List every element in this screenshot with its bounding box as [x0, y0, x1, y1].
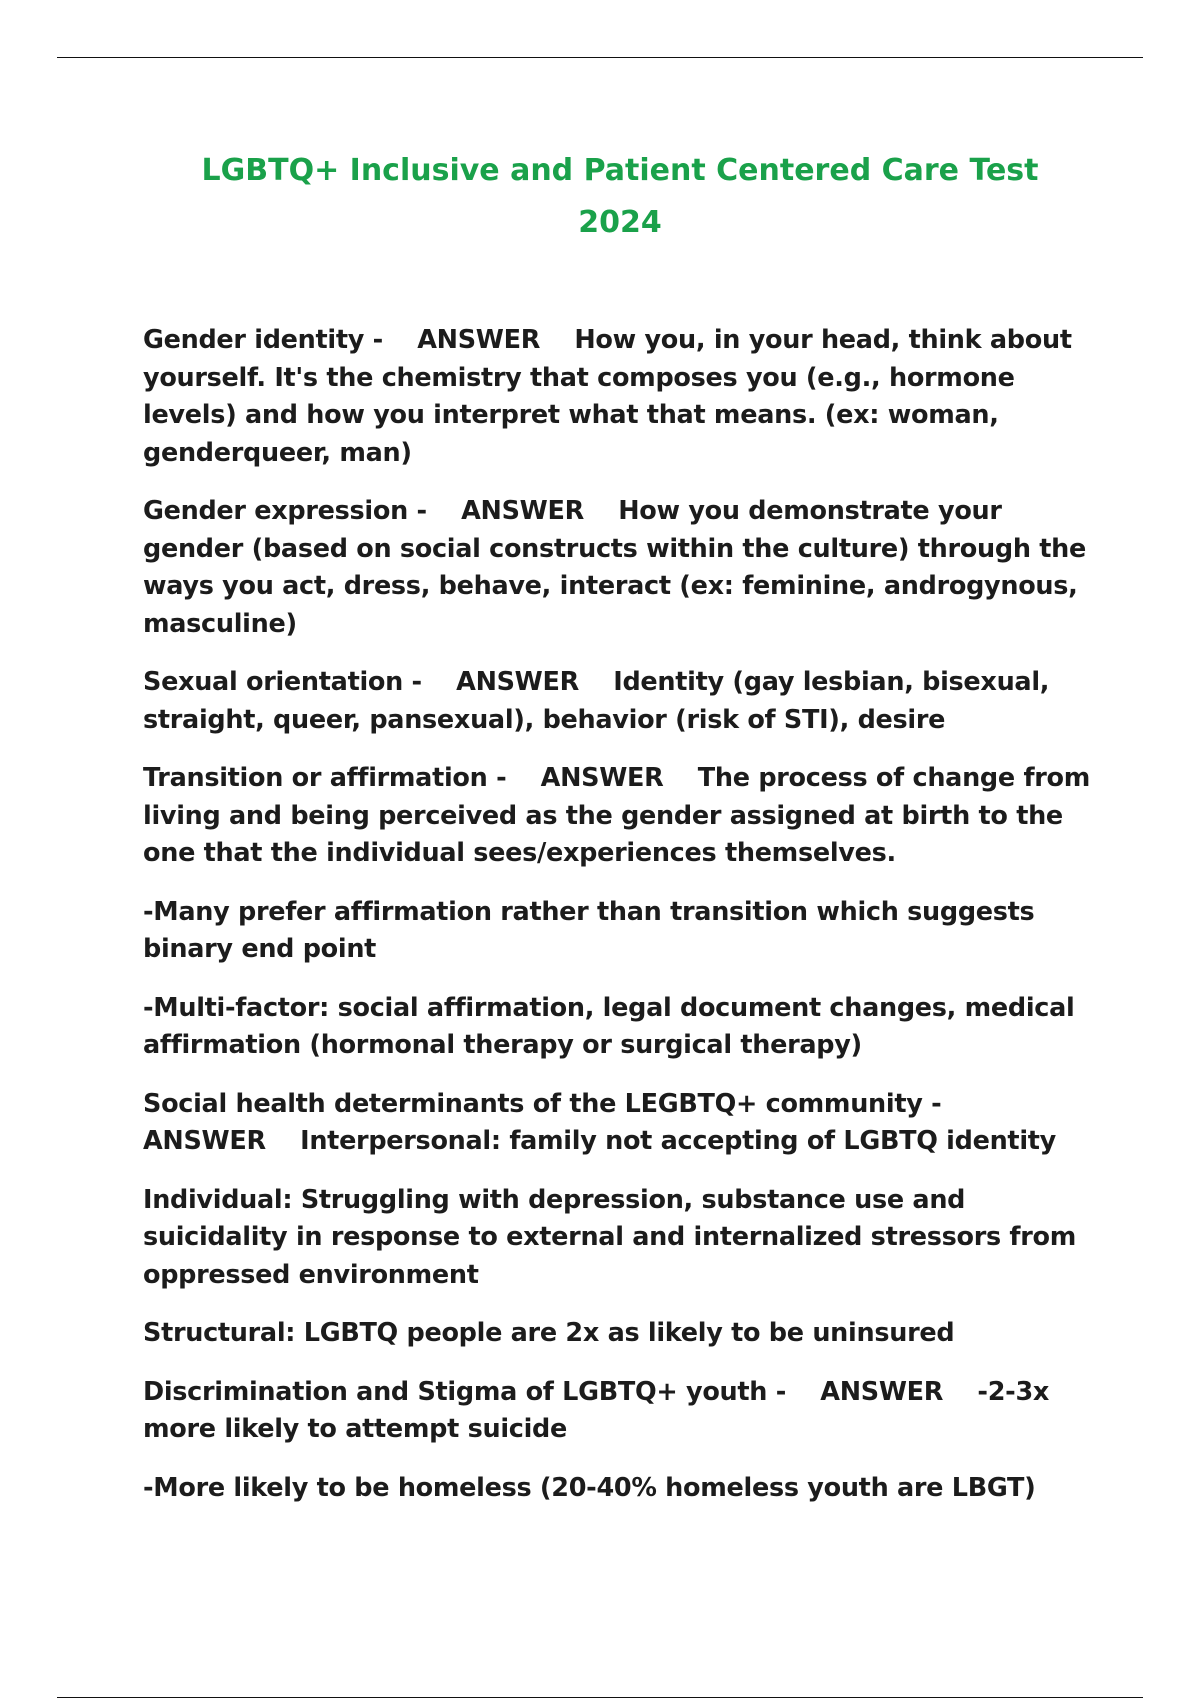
document-title: LGBTQ+ Inclusive and Patient Centered Care Test 2024 [201, 153, 1039, 240]
paragraph-multi-factor: -Multi-factor: social affirmation, legal document changes, medical affirmation (hormonal therapy or surgical therapy) [143, 992, 1084, 1060]
document-body [143, 322, 1099, 1528]
paragraph-discrimination-stigma: Discrimination and Stigma of LGBTQ+ youth - ANSWER -2-3x more likely to attempt suicide [143, 1376, 1058, 1444]
paragraph-social-determinants: Social health determinants of the LEGBTQ+ community - ANSWER Interpersonal: family not accepting of LGBTQ identity [143, 1088, 1056, 1156]
paragraph-homelessness: -More likely to be homeless (20-40% homeless youth are LBGT) [143, 1472, 1036, 1503]
paragraph-gender-expression: Gender expression - ANSWER How you demonstrate your gender (based on social constructs within the culture) through the ways you act, dress, behave, interact (ex: feminine, androgynous, masculine) [143, 496, 1095, 639]
paragraph-transition-affirmation: Transition or affirmation - ANSWER The process of change from living and being perceived as the gender assigned at birth to the one that the individual sees/experiences themselves. [143, 763, 1099, 868]
paragraph-sexual-orientation: Sexual orientation - ANSWER Identity (gay lesbian, bisexual, straight, queer, pansexual), behavior (risk of STI), desire [143, 667, 1058, 735]
top-divider [57, 57, 1143, 58]
paragraph-structural: Structural: LGBTQ people are 2x as likely to be uninsured [143, 1318, 955, 1348]
bottom-divider [57, 1697, 1143, 1698]
paragraph-affirmation-preference: -Many prefer affirmation rather than transition which suggests binary end point [143, 896, 1043, 964]
paragraph-gender-identity: Gender identity - ANSWER How you, in your head, think about yourself. It's the chemistry that composes you (e.g., hormone levels) and how you interpret what that means. (ex: woman, genderqueer, man) [143, 325, 1081, 468]
paragraph-individual: Individual: Struggling with depression, substance use and suicidality in response to external and internalized stressors from oppressed environment [143, 1184, 1085, 1290]
